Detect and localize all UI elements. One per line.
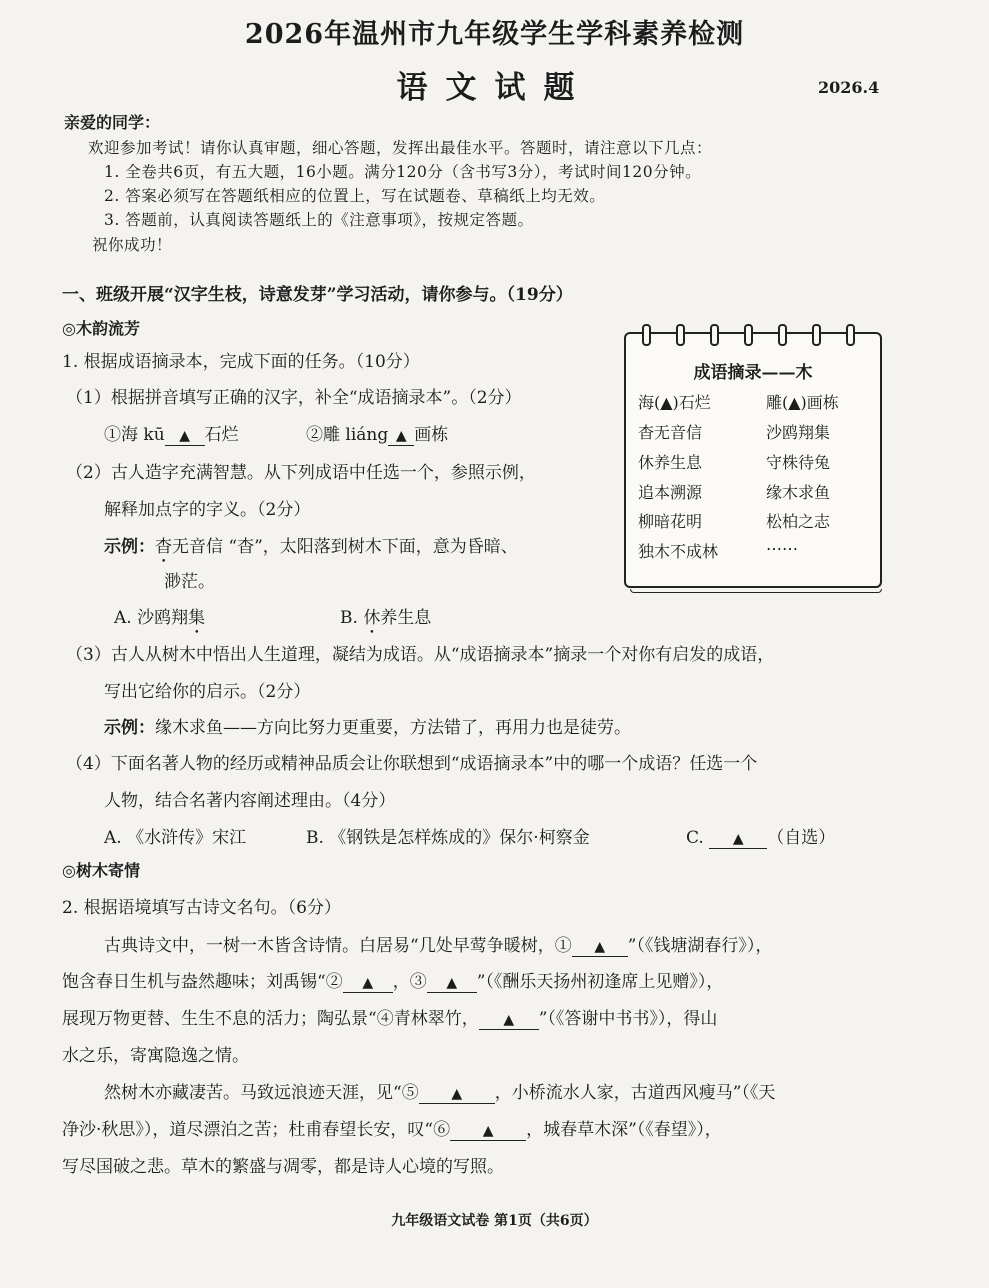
idiom-entry: 独木不成林 [638, 542, 719, 561]
blank-marker: ▲ [594, 939, 606, 955]
idiom-entry: 守株待兔 [766, 453, 831, 472]
binder-ring-icon [778, 324, 787, 346]
dotted-char: 集 [188, 608, 206, 628]
option-a: A. 《水浒传》宋江 [104, 828, 247, 848]
binder-ring-icon [676, 324, 685, 346]
blank-marker: ▲ [482, 1123, 494, 1139]
answer-blank[interactable] [572, 936, 628, 957]
example-label: 示例： [104, 718, 155, 738]
answer-blank[interactable] [419, 1083, 495, 1104]
example-text: 无音信 “杳”，太阳落到树木下面，意为昏暗、 [172, 537, 518, 557]
answer-blank[interactable] [709, 828, 767, 849]
idiom-entry: …… [766, 535, 798, 554]
example-line [104, 713, 631, 738]
poem-text: 展现万物更替、生生不息的活力；陶弘景“④青林翠竹， [62, 1009, 479, 1029]
poem-text: ，小桥流水人家，古道西风瘦马”（《天 [494, 1083, 776, 1103]
poem-para-line [104, 1078, 775, 1104]
page-footer: 九年级语文试卷 第1页（共6页） [391, 1213, 598, 1229]
answer-blank[interactable] [427, 972, 477, 993]
notice-line: 欢迎参加考试！请你认真审题，细心答题，发挥出最佳水平。答题时，请注意以下几点： [88, 139, 713, 157]
option-a [114, 603, 205, 638]
exam-subject: 语文试题 [396, 70, 593, 106]
blank-marker: ▲ [395, 428, 407, 444]
example-line [104, 532, 518, 567]
idiom-entry: 海(▲)石烂 [638, 393, 711, 412]
answer-blank[interactable] [479, 1009, 539, 1030]
subquestion: （3）古人从树木中悟出人生道理，凝结为成语。从“成语摘录本”摘录一个对你有启发的成语， [66, 645, 775, 665]
blank-marker: ▲ [451, 1086, 463, 1102]
poem-text: ，③ [392, 972, 427, 992]
poem-para-line [62, 1004, 717, 1030]
subquestion: （4）下面名著人物的经历或精神品质会让你联想到“成语摘录本”中的哪一个成语？任选一个 [66, 754, 758, 774]
notebook-page-edge [630, 589, 882, 593]
part-heading: ◎木韵流芳 [62, 319, 140, 338]
blank-marker: ▲ [446, 975, 458, 991]
blank-marker: ▲ [179, 428, 191, 444]
idiom-entry: 追本溯源 [638, 483, 703, 502]
question-stem: 1. 根据成语摘录本，完成下面的任务。（10分） [62, 352, 420, 372]
dotted-char: 休 [363, 608, 381, 628]
option-text: （自选） [767, 828, 836, 848]
idiom-entry: 柳暗花明 [638, 512, 703, 531]
idiom-entry: 松柏之志 [766, 512, 831, 531]
answer-blank[interactable] [343, 972, 393, 993]
poem-text: 古典诗文中，一树一木皆含诗情。白居易“几处早莺争暖树，① [104, 936, 572, 956]
option-text: A. 沙鸥翔 [114, 608, 189, 628]
idiom-entry: 沙鸥翔集 [766, 423, 831, 442]
idiom-entry: 缘木求鱼 [766, 483, 831, 502]
part-heading: ◎树木寄情 [62, 861, 140, 880]
binder-ring-icon [642, 324, 651, 346]
question-stem: 2. 根据语境填写古诗文名句。（6分） [62, 898, 341, 918]
answer-blank[interactable] [165, 425, 205, 446]
subquestion: （2）古人造字充满智慧。从下列成语中任选一个，参照示例， [66, 463, 536, 483]
example-label: 示例： [104, 537, 155, 557]
poem-para-line [62, 967, 723, 993]
binder-ring-icon [812, 324, 821, 346]
poem-text: ”（《酬乐天扬州初逢席上见赠》）， [476, 972, 724, 992]
answer-blank[interactable] [450, 1120, 526, 1141]
pinyin-item-b [306, 420, 448, 446]
binder-ring-icon [744, 324, 753, 346]
poem-text: 净沙·秋思》），道尽漂泊之苦；杜甫春望长安，叹“⑥ [62, 1120, 451, 1140]
poem-para-line: 水之乐，寄寓隐逸之情。 [62, 1046, 249, 1066]
binder-ring-icon [846, 324, 855, 346]
idiom-entry: 休养生息 [638, 453, 703, 472]
poem-text: ”（《钱塘湖春行》）， [627, 936, 773, 956]
example-text: 缘木求鱼——方向比努力更重要，方法错了，再用力也是徒劳。 [155, 718, 631, 738]
option-b: B. 《钢铁是怎样炼成的》保尔·柯察金 [306, 828, 590, 848]
poem-text: ”（《答谢中书书》），得山 [538, 1009, 718, 1029]
blank-marker: ▲ [732, 831, 744, 847]
example-cont: 渺茫。 [164, 572, 215, 592]
notice-line: 3. 答题前，认真阅读答题纸上的《注意事项》，按规定答题。 [104, 211, 534, 229]
poem-text: 然树木亦藏凄苦。马致远浪迹天涯，见“⑤ [104, 1083, 419, 1103]
notice-line: 2. 答案必须写在答题纸相应的位置上，写在试题卷、草稿纸上均无效。 [104, 187, 606, 205]
subquestion: （1）根据拼音填写正确的汉字，补全“成语摘录本”。（2分） [66, 388, 522, 408]
exam-title: 2026年温州市九年级学生学科素养检测 [244, 19, 745, 50]
blank-marker: ▲ [362, 975, 374, 991]
idiom-notebook [624, 332, 882, 588]
pinyin-item-text: 石烂 [204, 425, 239, 445]
notebook-title: 成语摘录——木 [693, 363, 813, 383]
answer-blank[interactable] [388, 425, 414, 446]
subquestion-cont: 解释加点字的字义。（2分） [104, 500, 311, 520]
notice-line: 1. 全卷共6页，有五大题，16小题。满分120分（含书写3分），考试时间120分钟。 [104, 163, 702, 181]
option-text: B. [340, 608, 364, 628]
pinyin-item-text: ①海 kū [104, 425, 165, 445]
pinyin-item-a [104, 420, 239, 446]
section-heading: 一、班级开展“汉字生枝，诗意发芽”学习活动，请你参与。（19分） [62, 285, 573, 305]
exam-date: 2026.4 [818, 78, 880, 97]
notice-line: 祝你成功！ [92, 236, 173, 254]
subquestion-cont: 人物，结合名著内容阐述理由。（4分） [104, 791, 396, 811]
binder-ring-icon [710, 324, 719, 346]
dotted-char: 杳 [155, 537, 172, 557]
poem-para-line [104, 931, 772, 957]
idiom-entry: 杳无音信 [638, 423, 703, 442]
idiom-entry: 雕(▲)画栋 [766, 393, 839, 412]
poem-text: 饱含春日生机与盎然趣味；刘禹锡“② [62, 972, 343, 992]
option-b [340, 603, 431, 638]
subquestion-cont: 写出它给你的启示。（2分） [104, 682, 311, 702]
poem-para-line [62, 1115, 722, 1141]
poem-para-line: 写尽国破之悲。草木的繁盛与凋零，都是诗人心境的写照。 [62, 1157, 504, 1177]
blank-marker: ▲ [503, 1012, 515, 1028]
pinyin-item-text: ②雕 liáng [306, 425, 389, 445]
poem-text: ，城春草木深”（《春望》）， [526, 1120, 722, 1140]
option-text: 养生息 [380, 608, 432, 628]
greeting: 亲爱的同学： [64, 113, 161, 132]
pinyin-item-text: 画栋 [414, 425, 449, 445]
option-c [686, 823, 835, 849]
option-text: C. [686, 828, 704, 848]
